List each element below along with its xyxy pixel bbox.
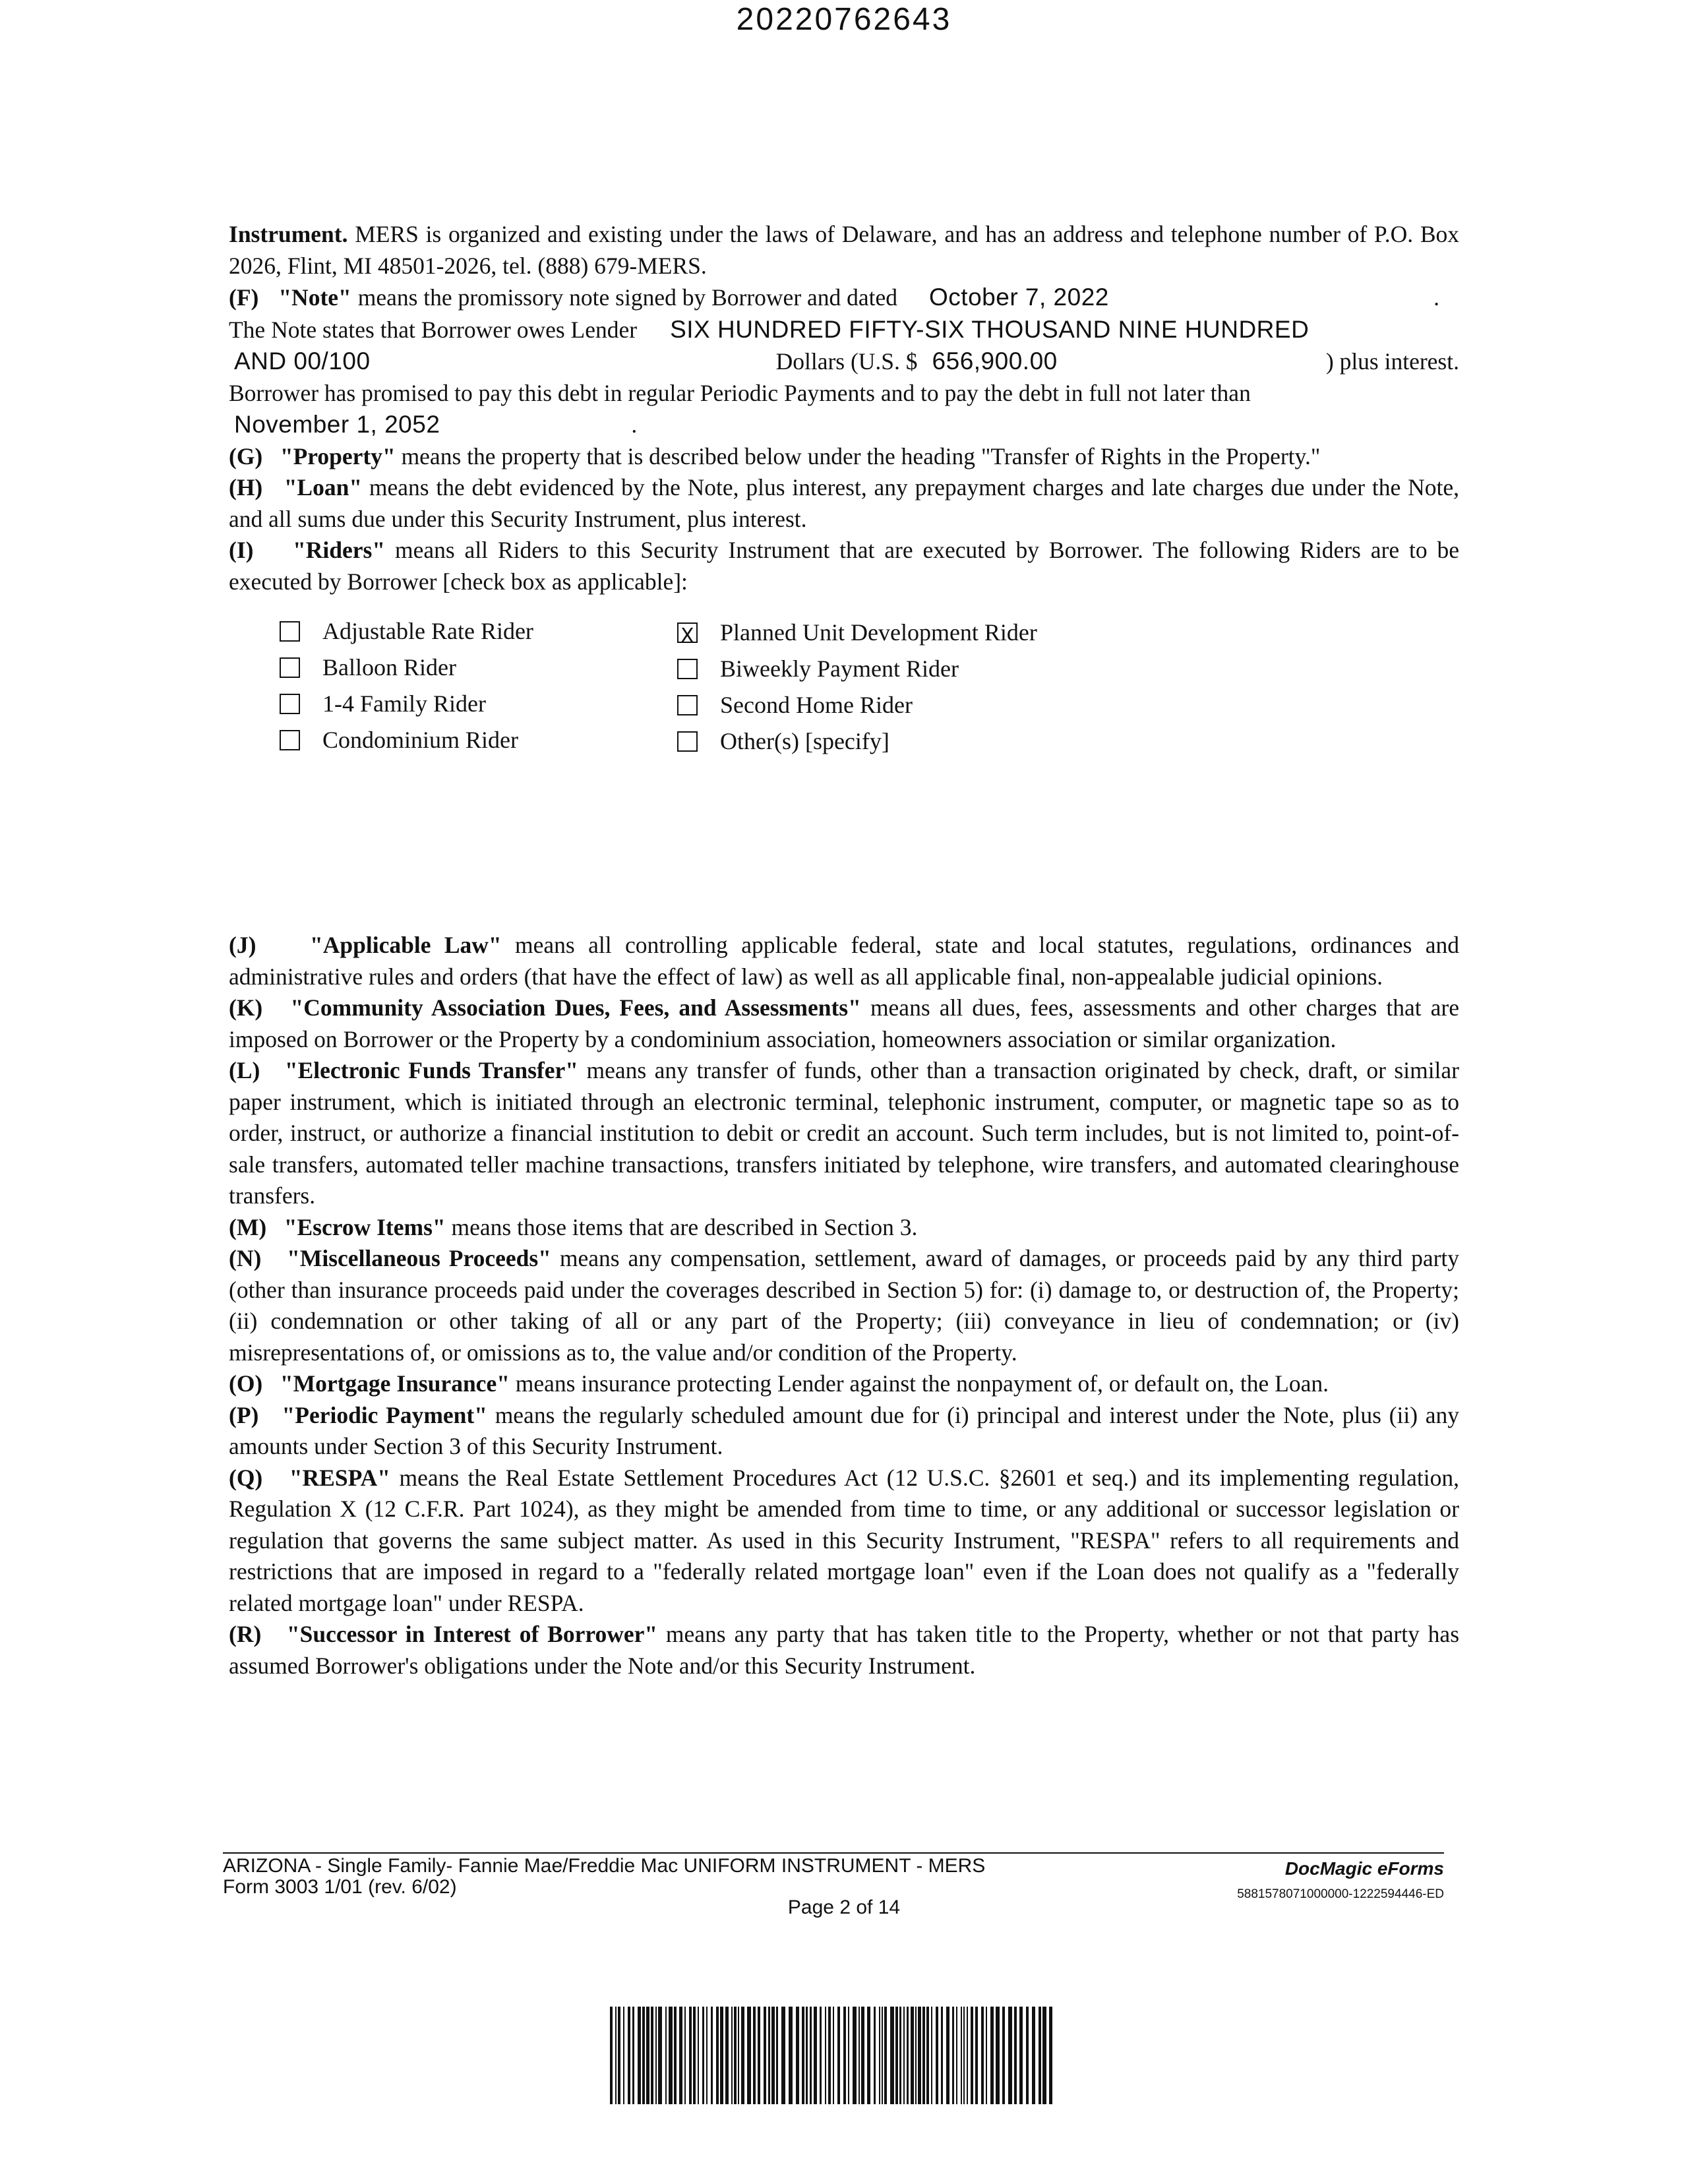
definition-text: means insurance protecting Lender against the nonpayment of, or default on, the Loan. <box>515 1370 1329 1397</box>
definition-term: "Electronic Funds Transfer" <box>284 1057 578 1083</box>
rider-biweekly-payment[interactable] <box>677 653 959 685</box>
barcode-bar <box>638 2007 641 2104</box>
definition-term: "Mortgage Insurance" <box>280 1370 510 1397</box>
barcode-bar <box>1032 2007 1035 2104</box>
barcode-bar <box>990 2007 994 2104</box>
note-line-3 <box>229 346 1459 378</box>
definition-marker: (N) <box>229 1245 262 1271</box>
barcode-bar <box>646 2007 649 2104</box>
footer-form-info <box>223 1856 985 1898</box>
barcode-image <box>610 2007 1058 2104</box>
barcode-bar <box>861 2007 864 2104</box>
barcode-bar <box>986 2007 987 2104</box>
intro-term: Instrument. <box>229 221 348 247</box>
barcode-bar <box>689 2007 692 2104</box>
note-text-a: means the promissory note signed by Borrower and dated <box>357 284 898 311</box>
barcode-bar <box>907 2007 909 2104</box>
barcode-bar <box>963 2007 965 2104</box>
barcode-bar <box>674 2007 677 2104</box>
barcode-bar <box>725 2007 729 2104</box>
barcode-bar <box>874 2007 876 2104</box>
barcode-bar <box>702 2007 704 2104</box>
definition-marker: (H) <box>229 474 263 501</box>
barcode-bar <box>825 2007 826 2104</box>
page-number: Page 2 of 14 <box>787 1896 901 1918</box>
definition-marker: (G) <box>229 442 263 470</box>
checkbox-unchecked-icon[interactable] <box>280 657 300 678</box>
barcode-bar <box>789 2007 793 2104</box>
barcode-bar <box>926 2007 929 2104</box>
rider-1-4-family[interactable] <box>280 688 486 720</box>
barcode-bar <box>867 2007 870 2104</box>
barcode-bar <box>655 2007 657 2104</box>
intro-paragraph <box>229 219 1459 282</box>
note-text-b: The Note states that Borrower owes Lender <box>229 316 638 343</box>
rider-label: Adjustable Rate Rider <box>322 618 533 644</box>
barcode-bar <box>665 2007 667 2104</box>
definition-marker: (M) <box>229 1213 267 1240</box>
barcode-bar <box>915 2007 917 2104</box>
barcode-bar <box>843 2007 846 2104</box>
barcode-bar <box>1042 2007 1046 2104</box>
barcode-bar <box>931 2007 932 2104</box>
definition-l <box>229 1055 1459 1212</box>
note-marker: (F) <box>229 284 259 311</box>
barcode-bar <box>623 2007 624 2104</box>
barcode-bar <box>890 2007 894 2104</box>
definition-text: means the regularly scheduled amount due for (i) principal and interest under the Note, plus (ii) any amounts under Section 3 of this Security Instrument. <box>229 1401 1459 1459</box>
rider-label: 1-4 Family Rider <box>322 690 486 717</box>
definition-text: means all dues, fees, assessments and other charges that are imposed on Borrower or the Property by a condominium association, homeowners association or similar organization. <box>229 994 1460 1052</box>
rider-label: Condominium Rider <box>322 727 518 753</box>
barcode-bar <box>658 2007 662 2104</box>
definition-r <box>229 1619 1459 1682</box>
rider-planned-unit-development[interactable] <box>677 617 1037 649</box>
barcode-bar <box>911 2007 914 2104</box>
definition-q <box>229 1463 1459 1620</box>
barcode-bar <box>820 2007 822 2104</box>
barcode-bar <box>833 2007 834 2104</box>
definition-term: "Periodic Payment" <box>282 1401 487 1428</box>
docmagic-logo: DocMagic eForms <box>1284 1858 1444 1879</box>
barcode-bar <box>758 2007 760 2104</box>
barcode-bar <box>610 2007 613 2104</box>
note-text-d: Borrower has promised to pay this debt in regular Periodic Payments and to pay the debt in full not later than <box>229 379 1251 406</box>
barcode-bar <box>899 2007 901 2104</box>
barcode-bar <box>731 2007 733 2104</box>
barcode-bar <box>853 2007 857 2104</box>
barcode-bar <box>618 2007 620 2104</box>
barcode-bar <box>859 2007 860 2104</box>
rider-balloon[interactable] <box>280 652 456 684</box>
barcode-bar <box>771 2007 775 2104</box>
barcode-bar <box>918 2007 921 2104</box>
definition-marker: (Q) <box>229 1464 263 1491</box>
definition-g <box>229 441 1459 473</box>
note-maturity-dot: . <box>631 411 638 438</box>
note-text-c: ) plus interest. <box>1325 348 1459 375</box>
note-amount-words-1: SIX HUNDRED FIFTY-SIX THOUSAND NINE HUNDRED <box>670 315 1310 343</box>
barcode-bar <box>738 2007 739 2104</box>
checkbox-checked-icon[interactable] <box>677 622 698 643</box>
checkbox-unchecked-icon[interactable] <box>677 695 698 715</box>
barcode-bar <box>1039 2007 1041 2104</box>
barcode-bar <box>828 2007 831 2104</box>
intro-text: MERS is organized and existing under the laws of Delaware, and has an address and telephone number of P.O. Box 2026, Flint, MI 48501-2026, tel. (888) 679-MERS. <box>229 221 1459 279</box>
barcode-bar <box>1049 2007 1052 2104</box>
barcode-bar <box>810 2007 812 2104</box>
barcode-bar <box>936 2007 938 2104</box>
barcode-bar <box>684 2007 686 2104</box>
barcode-bar <box>996 2007 1000 2104</box>
rider-label: Second Home Rider <box>720 692 913 718</box>
barcode-bar <box>764 2007 766 2104</box>
barcode-bar <box>642 2007 645 2104</box>
definition-term: "Successor in Interest of Borrower" <box>286 1621 658 1647</box>
definition-h <box>229 472 1459 535</box>
definition-text: means any party that has taken title to the Property, whether or not that party has assumed Borrower's obligations under the Note and/or this Security Instrument. <box>229 1621 1460 1679</box>
definition-text: means any compensation, settlement, award of damages, or proceeds paid by any third party (other than insurance proceeds paid under the coverages described in Section 5) for: (i) damage to, or destruction of, the Property; (ii) condemnation or other taking of all or any part of the Property; (iii) conveyance in lieu of condemnation; or (iv) misrepresentations of, or omissions as to, the value and/or condition of the Property. <box>229 1245 1460 1366</box>
checkbox-unchecked-icon[interactable] <box>280 730 300 750</box>
document-body <box>229 219 1459 1682</box>
definition-term: "RESPA" <box>289 1464 390 1491</box>
note-amount: 656,900.00 <box>932 348 1058 375</box>
barcode-bar <box>1008 2007 1012 2104</box>
definition-text: means the property that is described below under the heading "Transfer of Rights in the Property." <box>401 442 1321 470</box>
checkbox-unchecked-icon[interactable] <box>280 694 300 714</box>
definition-k <box>229 992 1459 1055</box>
barcode-bar <box>802 2007 804 2104</box>
barcode-bar <box>879 2007 880 2104</box>
definition-text: means all controlling applicable federal, state and local statutes, regulations, ordinances and administrative rules and orders (that have the effect of law) as well as all applicable final, non-appealable judicial opinions. <box>229 932 1460 990</box>
barcode-bar <box>975 2007 978 2104</box>
footer-divider <box>223 1852 1444 1854</box>
definition-m <box>229 1212 1459 1244</box>
checkbox-unchecked-icon[interactable] <box>677 659 698 679</box>
definition-text: means those items that are described in Section 3. <box>451 1213 918 1240</box>
barcode-bar <box>946 2007 950 2104</box>
barcode-bar <box>967 2007 968 2104</box>
rider-adjustable-rate[interactable] <box>280 616 533 648</box>
barcode-bar <box>669 2007 673 2104</box>
riders-checklist <box>229 616 1459 781</box>
definition-term: "Loan" <box>284 474 363 501</box>
barcode-bar <box>781 2007 785 2104</box>
definition-p <box>229 1400 1459 1463</box>
barcode-bar <box>1026 2007 1029 2104</box>
barcode-bar <box>1014 2007 1017 2104</box>
barcode-bar <box>679 2007 682 2104</box>
rider-second-home[interactable] <box>677 690 913 721</box>
definition-term: "Property" <box>280 442 396 470</box>
barcode-bar <box>711 2007 713 2104</box>
barcode-bar <box>693 2007 696 2104</box>
rider-label: Other(s) [specify] <box>720 728 889 754</box>
note-maturity: November 1, 2052 <box>234 411 440 438</box>
barcode-bar <box>814 2007 817 2104</box>
rider-label: Balloon Rider <box>322 654 456 681</box>
barcode-bar <box>882 2007 883 2104</box>
definition-text: means any transfer of funds, other than a transaction originated by check, draft, or similar paper instrument, which is initiated through an electronic terminal, telephonic instrument, computer, or magnetic tape so as to order, instruct, or authorize a financial institution to debit or credit an account. Such term includes, but is not limited to, point-of-sale transfers, automated teller machine transactions, transfers initiated by telephone, wire transfers, and automated clearinghouse transfers. <box>229 1057 1459 1209</box>
barcode-bar <box>698 2007 699 2104</box>
barcode-bar <box>884 2007 887 2104</box>
barcode-bar <box>981 2007 984 2104</box>
definition-j <box>229 930 1459 992</box>
barcode-bar <box>741 2007 744 2104</box>
rider-label: Planned Unit Development Rider <box>720 619 1037 646</box>
checkbox-unchecked-icon[interactable] <box>280 621 300 642</box>
definition-term: "Applicable Law" <box>310 932 502 958</box>
note-definition <box>229 282 1459 441</box>
rider-condominium[interactable] <box>280 725 518 756</box>
definition-text: means all Riders to this Security Instrument that are executed by Borrower. The following Riders are to be executed by Borrower [check box as applicable]: <box>229 537 1459 595</box>
document-number: 20220762643 <box>736 2 952 37</box>
barcode-bar <box>706 2007 708 2104</box>
barcode-bar <box>848 2007 849 2104</box>
barcode-bar <box>734 2007 737 2104</box>
barcode-bar <box>753 2007 756 2104</box>
rider-label: Biweekly Payment Rider <box>720 655 959 682</box>
barcode-bar <box>922 2007 925 2104</box>
barcode-bar <box>776 2007 778 2104</box>
note-date: October 7, 2022 <box>929 284 1109 311</box>
barcode-bar <box>961 2007 962 2104</box>
note-term: "Note" <box>278 284 351 311</box>
note-line-5 <box>229 409 1459 441</box>
barcode-bar <box>747 2007 751 2104</box>
barcode-bar <box>956 2007 957 2104</box>
rider-other[interactable] <box>677 726 889 758</box>
note-line-1 <box>229 282 1459 314</box>
definition-marker: (O) <box>229 1370 263 1397</box>
barcode-bar <box>615 2007 617 2104</box>
barcode-bar <box>628 2007 630 2104</box>
definition-marker: (I) <box>229 537 254 563</box>
definition-term: "Riders" <box>293 537 386 563</box>
barcode-bar <box>632 2007 634 2104</box>
note-amount-words-2: AND 00/100 <box>234 348 371 375</box>
barcode-bar <box>720 2007 723 2104</box>
definition-term: "Miscellaneous Proceeds" <box>287 1245 551 1271</box>
barcode-bar <box>806 2007 808 2104</box>
footer-brand-block <box>1121 1858 1444 1902</box>
barcode-bar <box>895 2007 898 2104</box>
note-line-2 <box>229 314 1459 346</box>
footer-line-1: ARIZONA - Single Family- Fannie Mae/Freddie Mac UNIFORM INSTRUMENT - MERS <box>223 1855 986 1877</box>
definition-marker: (J) <box>229 932 256 958</box>
definition-marker: (K) <box>229 994 263 1021</box>
barcode-bar <box>796 2007 799 2104</box>
definition-text: means the Real Estate Settlement Procedures Act (12 U.S.C. §2601 et seq.) and its implementing regulation, Regulation X (12 C.F.R. Part 1024), as they might be amended from time to time, or any additional or successor legislation or regulation that governs the same subject matter. As used in this Security Instrument, "RESPA" refers to all requirements and restrictions that are imposed in regard to a "federally related mortgage loan" even if the Loan does not qualify as a "federally related mortgage loan" under RESPA. <box>229 1464 1460 1616</box>
definition-marker: (R) <box>229 1621 262 1647</box>
definition-text: means the debt evidenced by the Note, plus interest, any prepayment charges and late charges due under the Note, and all sums due under this Security Instrument, plus interest. <box>229 474 1459 532</box>
footer-line-2: Form 3003 1/01 (rev. 6/02) <box>223 1876 457 1898</box>
barcode-bar <box>716 2007 719 2104</box>
checkbox-unchecked-icon[interactable] <box>677 731 698 752</box>
definition-term: "Escrow Items" <box>284 1213 446 1240</box>
definition-marker: (L) <box>229 1057 260 1083</box>
note-dollars-label: Dollars (U.S. $ <box>775 348 918 375</box>
footer-document-code: 5881578071000000-1222594446-ED <box>1237 1887 1444 1901</box>
barcode-bar <box>1002 2007 1005 2104</box>
barcode-bar <box>768 2007 770 2104</box>
barcode-bar <box>837 2007 840 2104</box>
barcode-bar <box>952 2007 954 2104</box>
barcode-bar <box>903 2007 905 2104</box>
definition-o <box>229 1368 1459 1400</box>
definition-i <box>229 535 1459 597</box>
barcode-bar <box>941 2007 943 2104</box>
definition-n <box>229 1243 1459 1368</box>
barcode-bar <box>1019 2007 1023 2104</box>
barcode-bar <box>971 2007 973 2104</box>
definition-marker: (P) <box>229 1401 259 1428</box>
barcode-bar <box>651 2007 653 2104</box>
definition-term: "Community Association Dues, Fees, and Assessments" <box>290 994 861 1021</box>
note-date-dot: . <box>1433 284 1439 311</box>
